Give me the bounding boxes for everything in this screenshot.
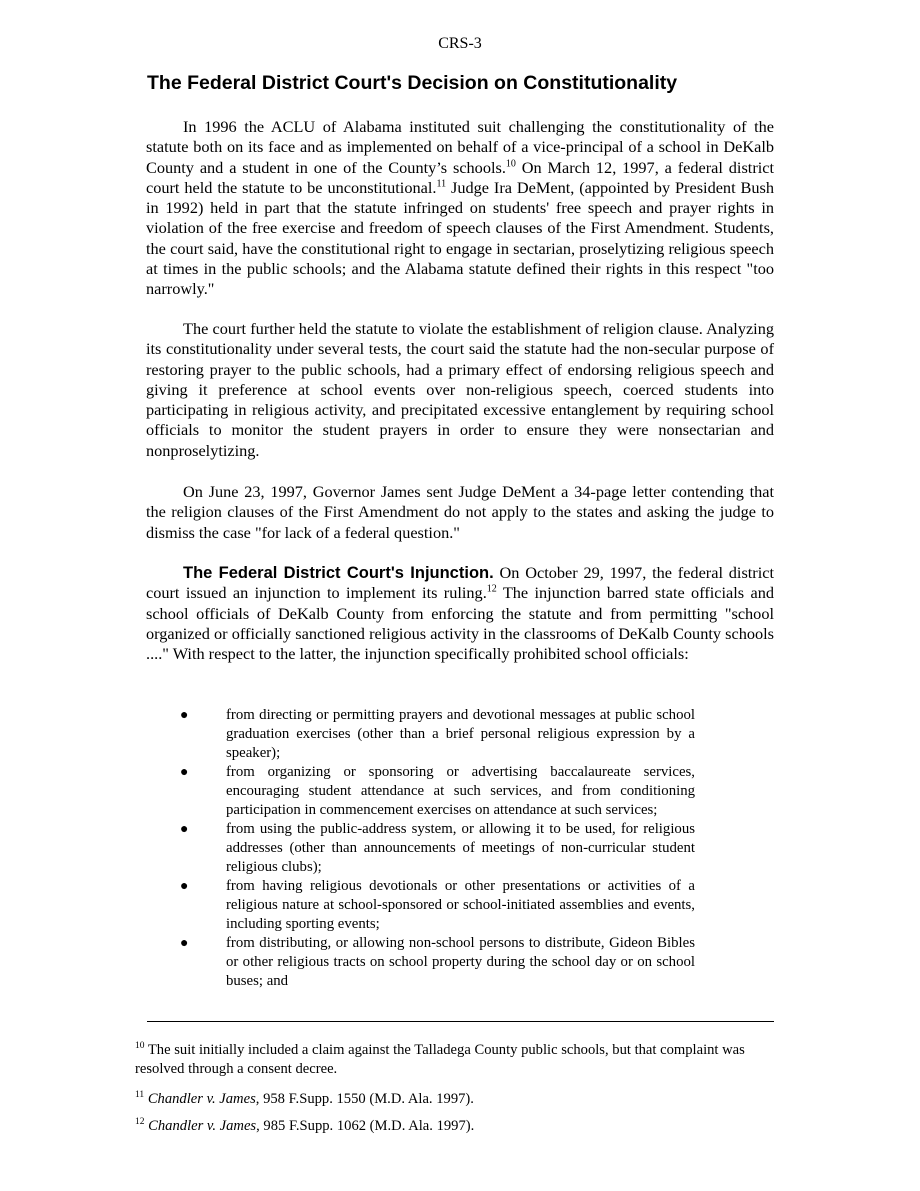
footnote-number: 12: [135, 1117, 145, 1128]
paragraph-aclu-suit: [146, 117, 774, 300]
list-item: [180, 706, 695, 763]
paragraph-text: On October 29, 1997, the federal district court issued an injunction to implement its ruling.: [146, 563, 775, 603]
list-item: [180, 934, 695, 991]
paragraph-injunction: [146, 563, 774, 664]
bullet-icon: ●: [180, 708, 189, 723]
paragraph-establishment-clause: The court further held the statute to violate the establishment of religion clause. Analyzing its constitutionality under several tests, the court said the statute had the non-secular purpose of restoring prayer to the public schools, had a primary effect of endorsing religious speech and giving it preference at school events over non-religious speech, coerced students into participating in religious activity, and precipitated excessive entanglement by requiring school officials to monitor the student prayers in order to ensure they were nonsectarian and nonproselytizing.: [146, 319, 774, 460]
list-item-text: from directing or permitting prayers and devotional messages at public school graduation exercises (other than a brief personal religious expression by a speaker);: [226, 707, 695, 761]
bullet-icon: ●: [180, 879, 189, 894]
list-item: [180, 763, 695, 820]
footnote-number: 10: [135, 1041, 145, 1052]
footnote-12: [135, 1117, 787, 1136]
list-item-text: from having religious devotionals or other presentations or activities of a religious nature at school-sponsored or school-initiated assemblies and events, including sporting events;: [226, 878, 695, 932]
subsection-heading: The Federal District Court's Injunction.: [183, 564, 494, 582]
paragraph-text: The injunction barred state officials and school officials of DeKalb County from enforcing the statute and from permitting "school organized or officially sanctioned religious activity in the classrooms of DeKalb County schools ...." With respect to the latter, the injunction specifically prohibited school officials:: [146, 583, 774, 664]
bullet-icon: ●: [180, 765, 189, 780]
case-name: Chandler v. James: [147, 1091, 256, 1107]
list-item: [180, 877, 695, 934]
footnote-10: [135, 1041, 787, 1079]
list-item: [180, 820, 695, 877]
footnote-11: [135, 1090, 787, 1109]
case-citation: , 985 F.Supp. 1062 (M.D. Ala. 1997).: [256, 1118, 475, 1134]
list-item-text: from using the public-address system, or allowing it to be used, for religious addresses (other than announcements of meetings of non-curricular student religious clubs);: [226, 821, 695, 875]
footnote-ref-11[interactable]: 11: [436, 178, 447, 190]
page-number: CRS-3: [438, 35, 482, 52]
paragraph-governor-letter: On June 23, 1997, Governor James sent Judge DeMent a 34-page letter contending that the religion clauses of the First Amendment do not apply to the states and asking the judge to dismiss the case "for lack of a federal question.": [146, 482, 774, 542]
list-item-text: from distributing, or allowing non-school persons to distribute, Gideon Bibles or other religious tracts on school property during the school day or on school buses; and: [226, 935, 695, 989]
paragraph-text: Judge Ira DeMent, (appointed by President Bush in 1992) held in part that the statute infringed on students' free speech and prayer rights in violation of the free exercise and freedom of speech clauses of the First Amendment. Students, the court said, have the constitutional right to engage in sectarian, proselytizing religious speech at times in the public schools; and the Alabama statute defined their rights in this respect "too narrowly.": [146, 177, 774, 299]
injunction-prohibitions-list: [180, 706, 695, 991]
paragraph-text: On March 12, 1997, a federal district court held the statute to be unconstitutional.: [146, 157, 775, 197]
case-citation: , 958 F.Supp. 1550 (M.D. Ala. 1997).: [255, 1091, 474, 1107]
bullet-icon: ●: [180, 936, 189, 951]
case-name: Chandler v. James: [148, 1118, 257, 1134]
footnote-ref-10[interactable]: 10: [505, 158, 516, 170]
bullet-icon: ●: [180, 822, 189, 837]
footnote-divider: [147, 1021, 774, 1022]
section-heading: The Federal District Court's Decision on Constitutionality: [147, 72, 678, 94]
paragraph-text: In 1996 the ACLU of Alabama instituted suit challenging the constitutionality of the statute both on its face and as implemented on behalf of a vice-principal of a school in DeKalb County and a student in one of the County’s schools.: [146, 117, 774, 177]
list-item-text: from organizing or sponsoring or advertising baccalaureate services, encouraging student attendance at such services, and from conditioning participation in commencement exercises on attendance at such services;: [226, 764, 695, 818]
footnote-number: 11: [135, 1090, 145, 1101]
footnote-text: The suit initially included a claim against the Talladega County public schools, but that complaint was resolved through a consent decree.: [135, 1042, 745, 1077]
footnote-ref-12[interactable]: 12: [486, 583, 497, 595]
